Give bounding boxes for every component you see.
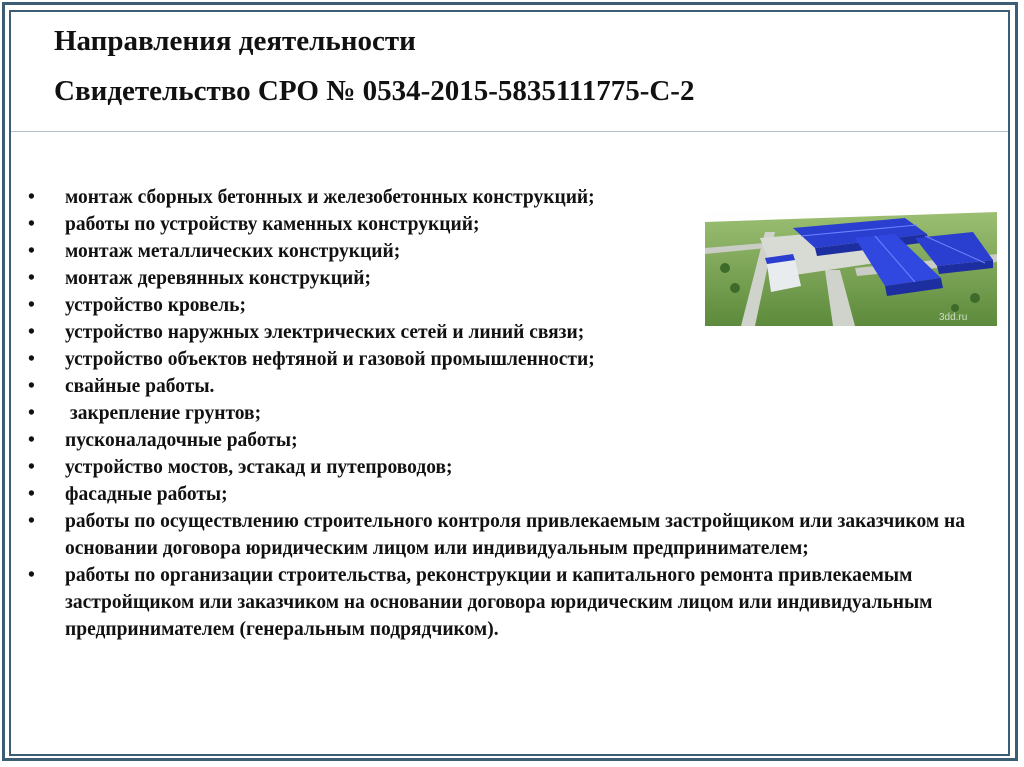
list-item [28,184,715,211]
list-item-text: пусконаладочные работы; [65,430,298,451]
list-item [28,346,715,373]
bullet: • [28,484,35,505]
list-item [28,562,988,643]
list-item [28,454,988,481]
list-item-text: свайные работы. [65,376,215,397]
industrial-complex-image [705,208,997,326]
list-item-text: работы по устройству каменных конструкций; [65,214,480,235]
list-item [28,373,988,400]
certificate-number: Свидетельство СРО № 0534-2015-5835111775-С-2 [54,75,695,107]
slide-title: Направления деятельности [54,25,416,57]
list-item-text: устройство наружных электрических сетей и линий связи; [65,322,585,343]
list-item [28,400,988,427]
bullet: • [28,376,35,397]
list-item [28,265,715,292]
bullet: • [28,430,35,451]
bullet: • [28,241,35,262]
list-item [28,292,715,319]
list-item [28,508,988,562]
bullet: • [28,214,35,235]
header-divider [11,131,1008,132]
list-item-text: фасадные работы; [65,484,228,505]
list-item [28,211,715,238]
list-item-text: устройство кровель; [65,295,246,316]
bullet: • [28,187,35,208]
bullet: • [28,511,35,532]
bullet: • [28,403,35,424]
bullet: • [28,295,35,316]
list-item-text: монтаж деревянных конструкций; [65,268,371,289]
list-item-text: устройство мостов, эстакад и путепроводов; [65,457,453,478]
list-item-text: работы по осуществлению строительного контроля привлекаемым застройщиком или заказчиком на основании договора юридическим лицом или индивидуальным предпринимателем; [65,511,966,559]
bullet: • [28,268,35,289]
list-item-text: закрепление грунтов; [65,403,262,424]
svg-text:3dd.ru: 3dd.ru [939,312,968,323]
list-item [28,481,988,508]
bullet: • [28,322,35,343]
list-item [28,427,988,454]
list-item-text: работы по организации строительства, реконструкции и капитального ремонта привлекаемым застройщиком или заказчиком на основании договора юридическим лицом или индивидуальным предпринимателем (генеральным подрядчиком). [65,565,933,640]
list-item-text: монтаж сборных бетонных и железобетонных конструкций; [65,187,595,208]
list-item [28,238,715,265]
list-item-text: устройство объектов нефтяной и газовой промышленности; [65,349,595,370]
list-item-text: монтаж металлических конструкций; [65,241,401,262]
bullet: • [28,349,35,370]
list-item [28,319,715,346]
bullet: • [28,457,35,478]
bullet: • [28,565,35,586]
